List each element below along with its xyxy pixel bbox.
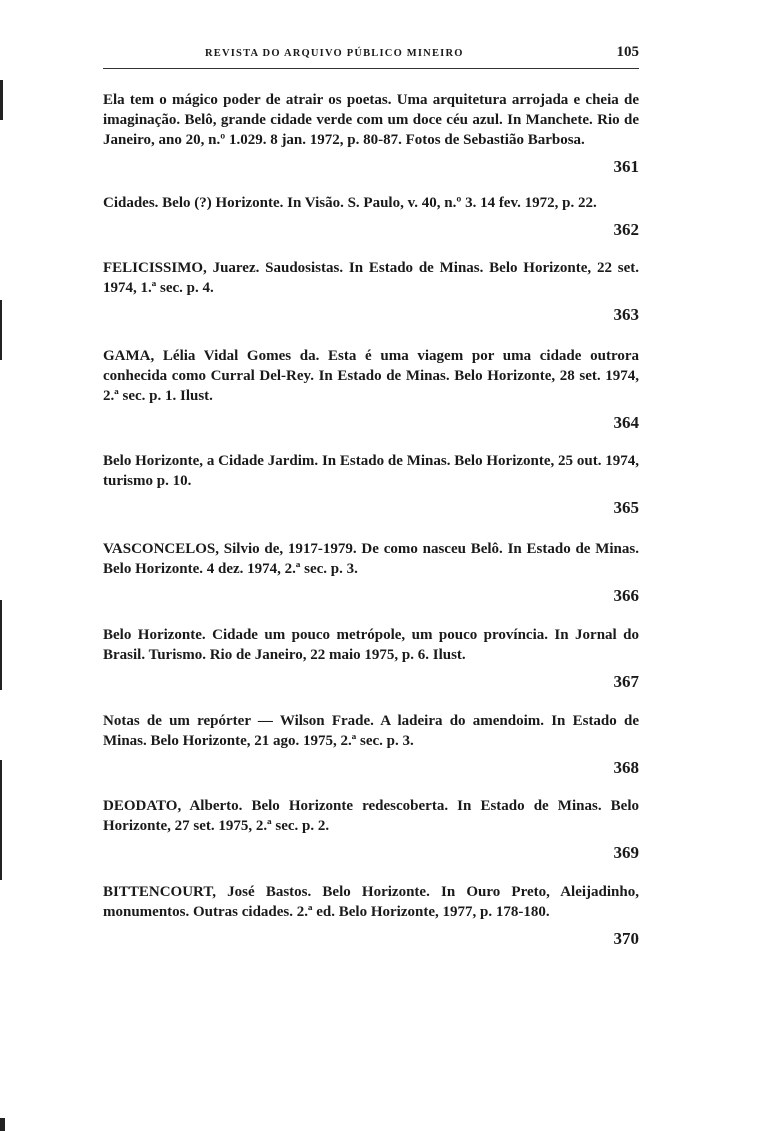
entry-citation: BITTENCOURT, José Bastos. Belo Horizonte. In Ouro Preto, Aleijadinho, monumentos. Outras cidades. 2.ª ed. Belo Horizonte, 1977, p. 178-180.: [103, 884, 639, 920]
entry-citation: DEODATO, Alberto. Belo Horizonte redescoberta. In Estado de Minas. Belo Horizonte, 27 set. 1975, 2.ª sec. p. 2.: [103, 798, 639, 834]
scan-edge-mark: [0, 300, 2, 360]
entry-number: 364: [613, 413, 639, 432]
entry-number: 366: [613, 586, 639, 605]
bibliography-entry: [103, 193, 639, 240]
bibliography-entry: [103, 451, 639, 518]
bibliography-entry: [103, 882, 639, 949]
entry-citation: Notas de um repórter — Wilson Frade. A ladeira do amendoim. In Estado de Minas. Belo Horizonte, 21 ago. 1975, 2.ª sec. p. 3.: [103, 713, 639, 749]
bibliography-entry: [103, 258, 639, 325]
entry-citation: FELICISSIMO, Juarez. Saudosistas. In Estado de Minas. Belo Horizonte, 22 set. 1974, 1.ª sec. p. 4.: [103, 260, 639, 296]
bibliography-entry: [103, 711, 639, 778]
bibliography-entry: [103, 539, 639, 606]
entry-citation: Belo Horizonte. Cidade um pouco metrópole, um pouco província. In Jornal do Brasil. Turismo. Rio de Janeiro, 22 maio 1975, p. 6. Ilust.: [103, 627, 639, 663]
running-header: [103, 44, 639, 69]
entry-citation: Belo Horizonte, a Cidade Jardim. In Estado de Minas. Belo Horizonte, 25 out. 1974, turismo p. 10.: [103, 453, 639, 489]
bibliography-entry: [103, 346, 639, 433]
entry-citation: GAMA, Lélia Vidal Gomes da. Esta é uma viagem por uma cidade outrora conhecida como Curral Del-Rey. In Estado de Minas. Belo Horizonte, 28 set. 1974, 2.ª sec. p. 1. Ilust.: [103, 348, 639, 404]
journal-title: REVISTA DO ARQUIVO PÚBLICO MINEIRO: [205, 48, 464, 59]
entry-citation: VASCONCELOS, Silvio de, 1917-1979. De como nasceu Belô. In Estado de Minas. Belo Horizonte. 4 dez. 1974, 2.ª sec. p. 3.: [103, 541, 639, 577]
entry-number: 365: [613, 498, 639, 517]
scan-edge-mark: [0, 80, 3, 120]
scan-edge-mark: [0, 1118, 5, 1131]
entry-number: 363: [613, 305, 639, 324]
page-number: 105: [616, 44, 639, 60]
entry-number: 370: [613, 929, 639, 948]
entry-number: 368: [613, 758, 639, 777]
bibliography-entry: [103, 90, 639, 177]
entry-number: 361: [613, 157, 639, 176]
bibliography-entry: [103, 796, 639, 863]
bibliography-list: [103, 90, 639, 949]
scan-edge-mark: [0, 600, 2, 690]
entry-citation: Ela tem o mágico poder de atrair os poetas. Uma arquitetura arrojada e cheia de imaginação. Belô, grande cidade verde com um doce céu azul. In Manchete. Rio de Janeiro, ano 20, n.º 1.029. 8 jan. 1972, p. 80-87. Fotos de Sebastião Barbosa.: [103, 92, 639, 148]
scan-edge-mark: [0, 760, 2, 880]
entry-number: 362: [613, 220, 639, 239]
bibliography-entry: [103, 625, 639, 692]
entry-citation: Cidades. Belo (?) Horizonte. In Visão. S. Paulo, v. 40, n.º 3. 14 fev. 1972, p. 22.: [103, 195, 597, 211]
entry-number: 369: [613, 843, 639, 862]
entry-number: 367: [613, 672, 639, 691]
